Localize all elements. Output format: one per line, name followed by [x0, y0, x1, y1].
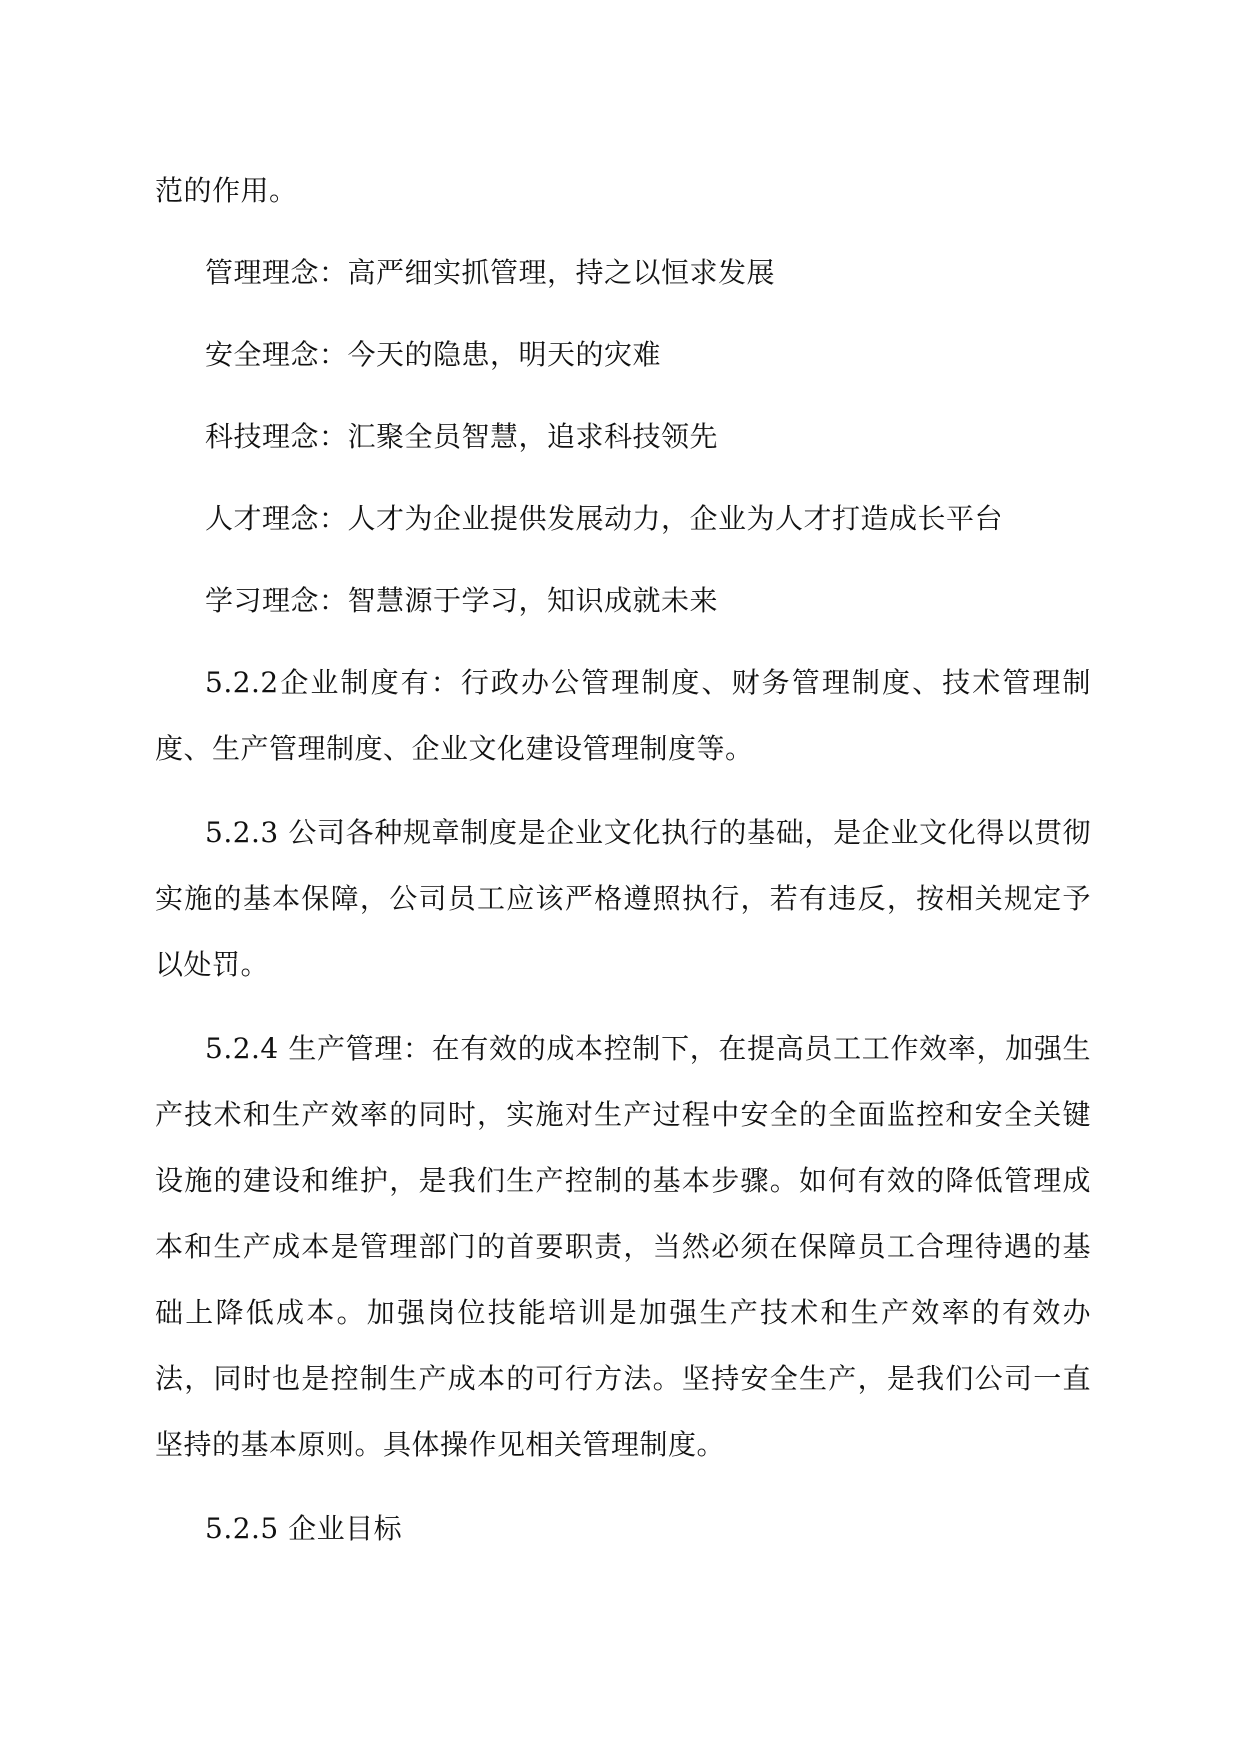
heading-5-2-5: 5.2.5 企业目标	[205, 1512, 403, 1545]
paragraph-5-2-2: 5.2.2企业制度有：行政办公管理制度、财务管理制度、技术管理制度、生产管理制度、企业文化建设管理制度等。	[155, 666, 1091, 765]
paragraph-5-2-4: 5.2.4 生产管理：在有效的成本控制下，在提高员工工作效率，加强生产技术和生产效率的同时，实施对生产过程中安全的全面监控和安全关键设施的建设和维护，是我们生产控制的基本步骤。如何有效的降低管理成本和生产成本是管理部门的首要职责，当然必须在保障员工合理待遇的基础上降低成本。加强岗位技能培训是加强生产技术和生产效率的有效办法，同时也是控制生产成本的可行方法。坚持安全生产，是我们公司一直坚持的基本原则。具体操作见相关管理制度。	[155, 1032, 1091, 1461]
document-body	[155, 158, 1091, 1562]
paragraph-management-concept: 管理理念：高严细实抓管理，持之以恒求发展	[205, 256, 776, 289]
paragraph-continuation: 范的作用。	[155, 174, 298, 207]
paragraph-safety-concept: 安全理念：今天的隐患，明天的灾难	[205, 338, 662, 371]
paragraph-technology-concept: 科技理念：汇聚全员智慧，追求科技领先	[205, 420, 719, 453]
paragraph-talent-concept: 人才理念：人才为企业提供发展动力，企业为人才打造成长平台	[205, 502, 1004, 535]
paragraph-5-2-3: 5.2.3 公司各种规章制度是企业文化执行的基础，是企业文化得以贯彻实施的基本保障，公司员工应该严格遵照执行，若有违反，按相关规定予以处罚。	[155, 816, 1091, 981]
paragraph-learning-concept: 学习理念：智慧源于学习，知识成就未来	[205, 584, 719, 617]
